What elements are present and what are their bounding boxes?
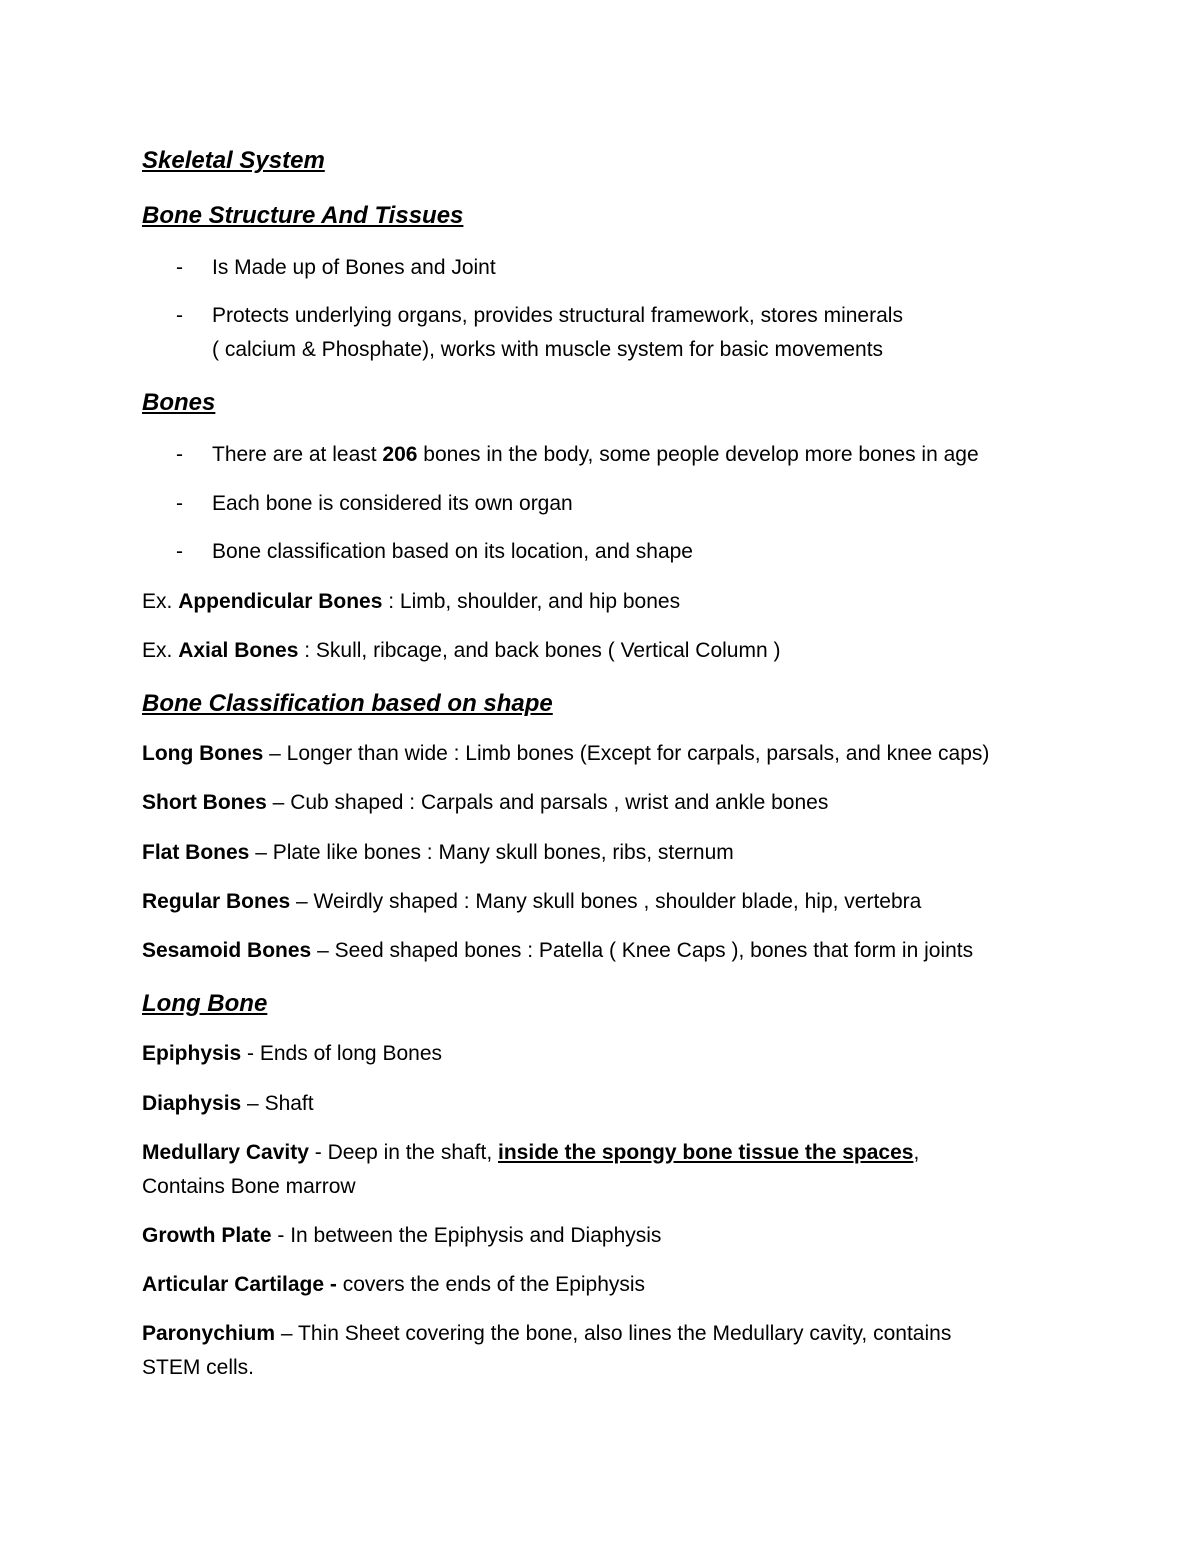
classification-sesamoid-bones xyxy=(142,938,973,964)
bullet-marker: - xyxy=(176,443,183,466)
bullet-marker: - xyxy=(176,256,183,279)
example-axial xyxy=(142,638,780,664)
desc: - In between the Epiphysis and Diaphysis xyxy=(271,1224,662,1247)
bullet-classification: Bone classification based on its location, and shape xyxy=(212,540,693,563)
desc: – Thin Sheet covering the bone, also lines the Medullary cavity, contains xyxy=(275,1322,952,1345)
term: Diaphysis xyxy=(142,1092,242,1115)
section-heading-long-bone: Long Bone xyxy=(142,990,268,1017)
classification-flat-bones xyxy=(142,840,734,866)
long-bone-diaphysis xyxy=(142,1091,314,1117)
desc: – Shaft xyxy=(241,1092,314,1115)
classification-long-bones xyxy=(142,741,989,767)
desc: – Longer than wide : Limb bones (Except for carpals, parsals, and knee caps) xyxy=(263,742,990,765)
bullet-206-number: 206 xyxy=(382,443,418,466)
bullet-made-up-of: Is Made up of Bones and Joint xyxy=(212,256,496,279)
desc: covers the ends of the Epiphysis xyxy=(336,1273,646,1296)
desc: – Weirdly shaped : Many skull bones , shoulder blade, hip, vertebra xyxy=(290,890,922,913)
example-prefix: Ex. xyxy=(142,639,179,662)
desc: - Deep in the shaft, xyxy=(308,1141,499,1164)
term: Growth Plate xyxy=(142,1224,272,1247)
long-bone-articular-cartilage xyxy=(142,1272,645,1298)
bullet-206-bones xyxy=(212,442,979,468)
term: Medullary Cavity xyxy=(142,1141,309,1164)
example-term: Appendicular Bones xyxy=(178,590,383,613)
term: Long Bones xyxy=(142,742,264,765)
long-bone-epiphysis xyxy=(142,1041,442,1067)
example-desc: : Limb, shoulder, and hip bones xyxy=(382,590,681,613)
term: Flat Bones xyxy=(142,841,250,864)
term: Epiphysis xyxy=(142,1042,242,1065)
long-bone-growth-plate xyxy=(142,1223,661,1249)
document-title: Skeletal System xyxy=(142,147,325,174)
bullet-marker: - xyxy=(176,304,183,327)
desc-underlined: inside the spongy bone tissue the spaces xyxy=(498,1141,914,1164)
bullet-own-organ: Each bone is considered its own organ xyxy=(212,492,573,515)
long-bone-medullary-cavity xyxy=(142,1140,919,1166)
long-bone-paronychium xyxy=(142,1321,951,1347)
desc: – Plate like bones : Many skull bones, ribs, sternum xyxy=(249,841,734,864)
term: Short Bones xyxy=(142,791,267,814)
bullet-206-post: bones in the body, some people develop more bones in age xyxy=(417,443,979,466)
term: Articular Cartilage - xyxy=(142,1273,337,1296)
desc: – Seed shaped bones : Patella ( Knee Caps ), bones that form in joints xyxy=(311,939,974,962)
section-heading-bones: Bones xyxy=(142,389,216,416)
bullet-marker: - xyxy=(176,492,183,515)
section-heading-classification-shape: Bone Classification based on shape xyxy=(142,690,553,717)
bullet-protects-organs: Protects underlying organs, provides structural framework, stores minerals xyxy=(212,304,903,327)
classification-regular-bones xyxy=(142,889,921,915)
bullet-marker: - xyxy=(176,540,183,563)
long-bone-paronychium-continued: STEM cells. xyxy=(142,1356,255,1379)
desc: – Cub shaped : Carpals and parsals , wrist and ankle bones xyxy=(266,791,829,814)
term: Regular Bones xyxy=(142,890,291,913)
example-appendicular xyxy=(142,589,680,615)
long-bone-medullary-cavity-continued: Contains Bone marrow xyxy=(142,1175,356,1198)
example-term: Axial Bones xyxy=(178,639,299,662)
bullet-206-pre: There are at least xyxy=(212,443,383,466)
bullet-protects-organs-continued: ( calcium & Phosphate), works with muscle system for basic movements xyxy=(212,338,884,361)
example-desc: : Skull, ribcage, and back bones ( Vertical Column ) xyxy=(298,639,781,662)
example-prefix: Ex. xyxy=(142,590,179,613)
desc-post: , xyxy=(913,1141,920,1164)
desc: - Ends of long Bones xyxy=(241,1042,442,1065)
section-heading-bone-structure: Bone Structure And Tissues xyxy=(142,202,464,229)
term: Paronychium xyxy=(142,1322,276,1345)
classification-short-bones xyxy=(142,790,828,816)
term: Sesamoid Bones xyxy=(142,939,312,962)
